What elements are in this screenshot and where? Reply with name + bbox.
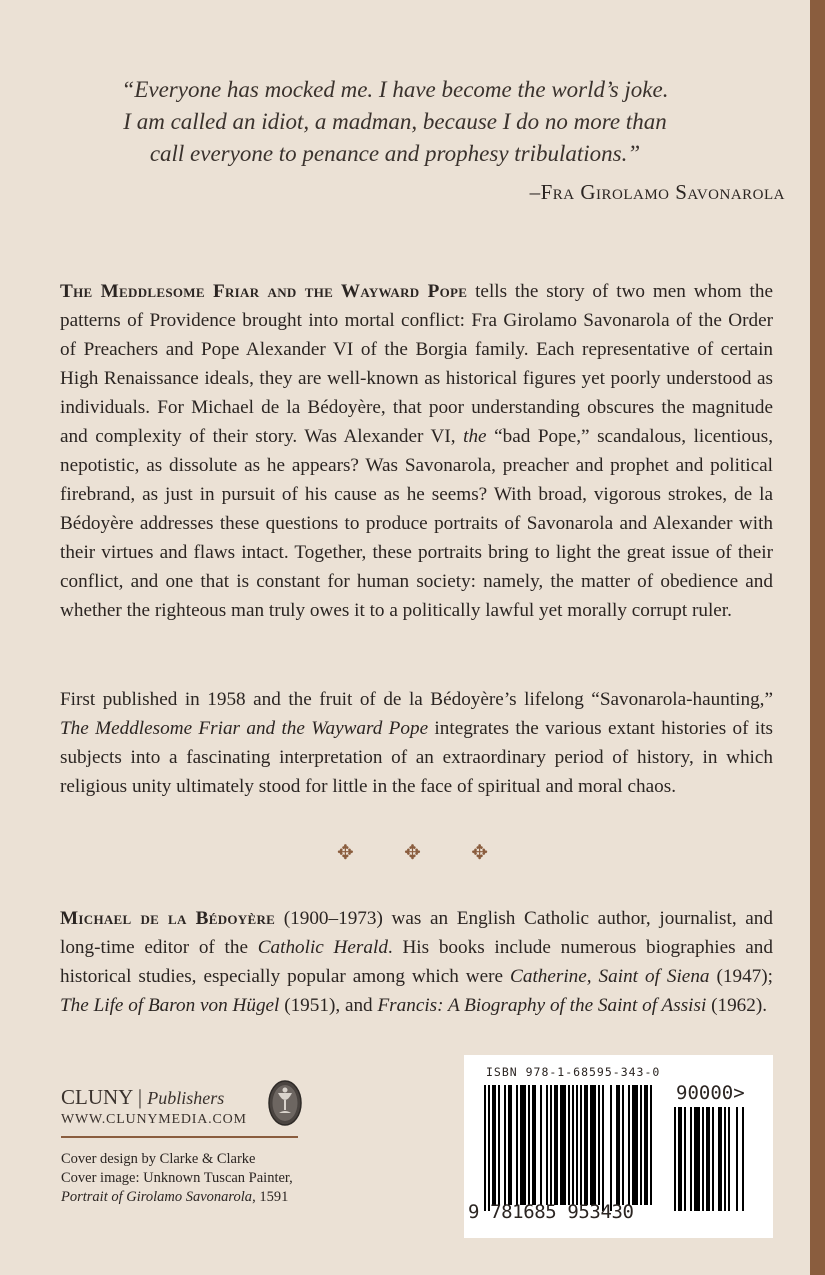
author-name: Michael de la Bédoyère xyxy=(60,908,276,929)
barcode-bar xyxy=(516,1085,518,1205)
barcode-bar xyxy=(492,1085,496,1205)
epigraph-quote xyxy=(60,74,730,170)
publisher-block xyxy=(61,1085,247,1128)
barcode-bar xyxy=(678,1107,682,1211)
barcode-bar xyxy=(684,1107,686,1211)
publisher-url[interactable]: WWW.CLUNYMEDIA.COM xyxy=(61,1112,247,1127)
price-code: 90000> xyxy=(676,1082,745,1104)
barcode-bar xyxy=(484,1085,486,1211)
barcode-bar xyxy=(590,1085,596,1205)
cover-credits xyxy=(61,1150,293,1207)
barcode-bar xyxy=(728,1107,730,1211)
isbn-label: ISBN 978-1-68595-343-0 xyxy=(486,1065,661,1079)
quote-line: call everyone to penance and prophesy tribulations.” xyxy=(149,141,641,166)
bio-text: (1951), and xyxy=(279,995,378,1016)
barcode-bar xyxy=(568,1085,570,1205)
quote-line: “Everyone has mocked me. I have become the world’s joke. xyxy=(121,77,669,102)
barcode-bar xyxy=(706,1107,710,1211)
bio-text: (1947); xyxy=(709,966,773,987)
addon-barcode-bars xyxy=(674,1107,762,1215)
ean-barcode-bars xyxy=(484,1085,656,1219)
barcode-bar xyxy=(650,1085,652,1205)
barcode-bar xyxy=(550,1085,552,1205)
barcode-bar xyxy=(528,1085,530,1205)
book-title-1: Catherine, Saint of Siena xyxy=(510,966,710,987)
barcode-bar xyxy=(724,1107,726,1211)
publisher-separator: | xyxy=(132,1085,148,1109)
summary-text: tells the story of two men whom the patterns of Providence brought into mortal conflict: Fra Girolamo Savonarola of the Order of Preachers and Pope Alexander VI of the Borgia family. Each representative of certain High Renaissance ideals, they are well-known as historical figures yet poorly understood as individuals. For Michael de la Bédoyère, that poor understanding obscures the magnitude and complexity of their story. Was Alexander VI, xyxy=(60,281,773,447)
barcode-bar xyxy=(576,1085,578,1205)
barcode-bar xyxy=(504,1085,506,1205)
publisher-label: Publishers xyxy=(147,1088,225,1108)
author-bio xyxy=(60,904,773,1020)
design-credit: Cover design by Clarke & Clarke xyxy=(61,1151,256,1167)
history-paragraph xyxy=(60,685,773,801)
image-credit: Cover image: Unknown Tuscan Painter, xyxy=(61,1170,293,1186)
quote-line: I am called an idiot, a madman, because I do no more than xyxy=(123,109,667,134)
barcode-bar xyxy=(584,1085,588,1205)
barcode-bar xyxy=(628,1085,630,1205)
bio-text: (1900–1973) was an English Catholic author, journalist, and long-time editor of the xyxy=(60,908,773,958)
quote-attribution: –Fra Girolamo Savonarola xyxy=(529,180,785,204)
spine-edge xyxy=(810,0,825,1275)
barcode-bar xyxy=(560,1085,566,1205)
ornament-icon: ✥ xyxy=(336,840,354,864)
ornament-icon: ✥ xyxy=(471,840,488,864)
barcode-bar xyxy=(742,1107,744,1211)
barcode-bar xyxy=(580,1085,582,1205)
barcode-bar xyxy=(488,1085,490,1211)
barcode-bar xyxy=(702,1107,704,1211)
barcode-bar xyxy=(674,1107,676,1211)
summary-text: “bad Pope,” scandalous, licentious, nepotistic, as dissolute as he appears? Was Savonarola, preacher and prophet and political firebrand, as just in pursuit of his cause as he seems? With broad, vigorous strokes, de la Bédoyère addresses these questions to produce portraits of Savonarola and Alexander with their virtues and flaws intact. Together, these portraits bring to light the great issue of their conflict, and one that is constant for human society: namely, the matter of obedience and whether the righteous man truly owes it to a politically lawful yet morally corrupt ruler. xyxy=(60,426,774,621)
barcode-bar xyxy=(712,1107,714,1211)
barcode-bar xyxy=(690,1107,692,1211)
bio-text: . His books include numerous biographies and historical studies, especially popular among which were xyxy=(60,937,773,987)
chalice-seal-icon xyxy=(268,1080,302,1126)
barcode-bar xyxy=(640,1085,642,1205)
barcode-bar xyxy=(520,1085,526,1205)
portrait-credit xyxy=(61,1188,293,1207)
barcode-bar xyxy=(598,1085,600,1205)
portrait-title: Portrait of Girolamo Savonarola xyxy=(61,1189,253,1205)
ean-digits: 9 781685 953430 xyxy=(468,1201,634,1223)
book-title-3: Francis: A Biography of the Saint of Assisi xyxy=(377,995,707,1016)
summary-paragraph xyxy=(60,277,773,625)
publisher-name xyxy=(61,1085,247,1110)
publisher-divider xyxy=(61,1136,298,1138)
history-text: First published in 1958 and the fruit of de la Bédoyère’s lifelong “Savonarola-haunting,” xyxy=(60,689,773,710)
barcode-bar xyxy=(508,1085,512,1205)
barcode-bar xyxy=(694,1107,700,1211)
ornament-icon: ✥ xyxy=(404,840,421,864)
newspaper-title: Catholic Herald xyxy=(257,937,388,958)
book-title-2: The Life of Baron von Hügel xyxy=(60,995,280,1016)
barcode-bar xyxy=(610,1085,612,1211)
bio-text: (1962). xyxy=(706,995,768,1016)
publisher-wordmark: CLUNY xyxy=(61,1085,133,1109)
barcode-bar xyxy=(736,1107,738,1211)
barcode-bar xyxy=(622,1085,624,1205)
book-title-italic: The Meddlesome Friar and the Wayward Pope xyxy=(60,718,429,739)
barcode-bar xyxy=(632,1085,638,1205)
barcode-bar xyxy=(498,1085,500,1205)
emphasis: the xyxy=(463,426,487,447)
barcode-bar xyxy=(532,1085,536,1205)
barcode-bar xyxy=(572,1085,574,1205)
barcode-bar xyxy=(602,1085,604,1211)
barcode-bar xyxy=(718,1107,722,1211)
history-text: integrates the various extant histories of its subjects into a fascinating interpretation of an extraordinary period of history, in which religious unity ultimately stood for little in the face of spiritual and moral chaos. xyxy=(60,718,774,797)
barcode-bar xyxy=(644,1085,648,1205)
barcode-bar xyxy=(540,1085,542,1205)
barcode-bar xyxy=(554,1085,558,1205)
barcode-bar xyxy=(616,1085,620,1205)
portrait-year: , 1591 xyxy=(252,1189,289,1205)
book-title: The Meddlesome Friar and the Wayward Pope xyxy=(60,281,468,302)
ornament-divider xyxy=(0,840,825,864)
barcode-bar xyxy=(546,1085,548,1205)
isbn-barcode xyxy=(464,1055,773,1238)
